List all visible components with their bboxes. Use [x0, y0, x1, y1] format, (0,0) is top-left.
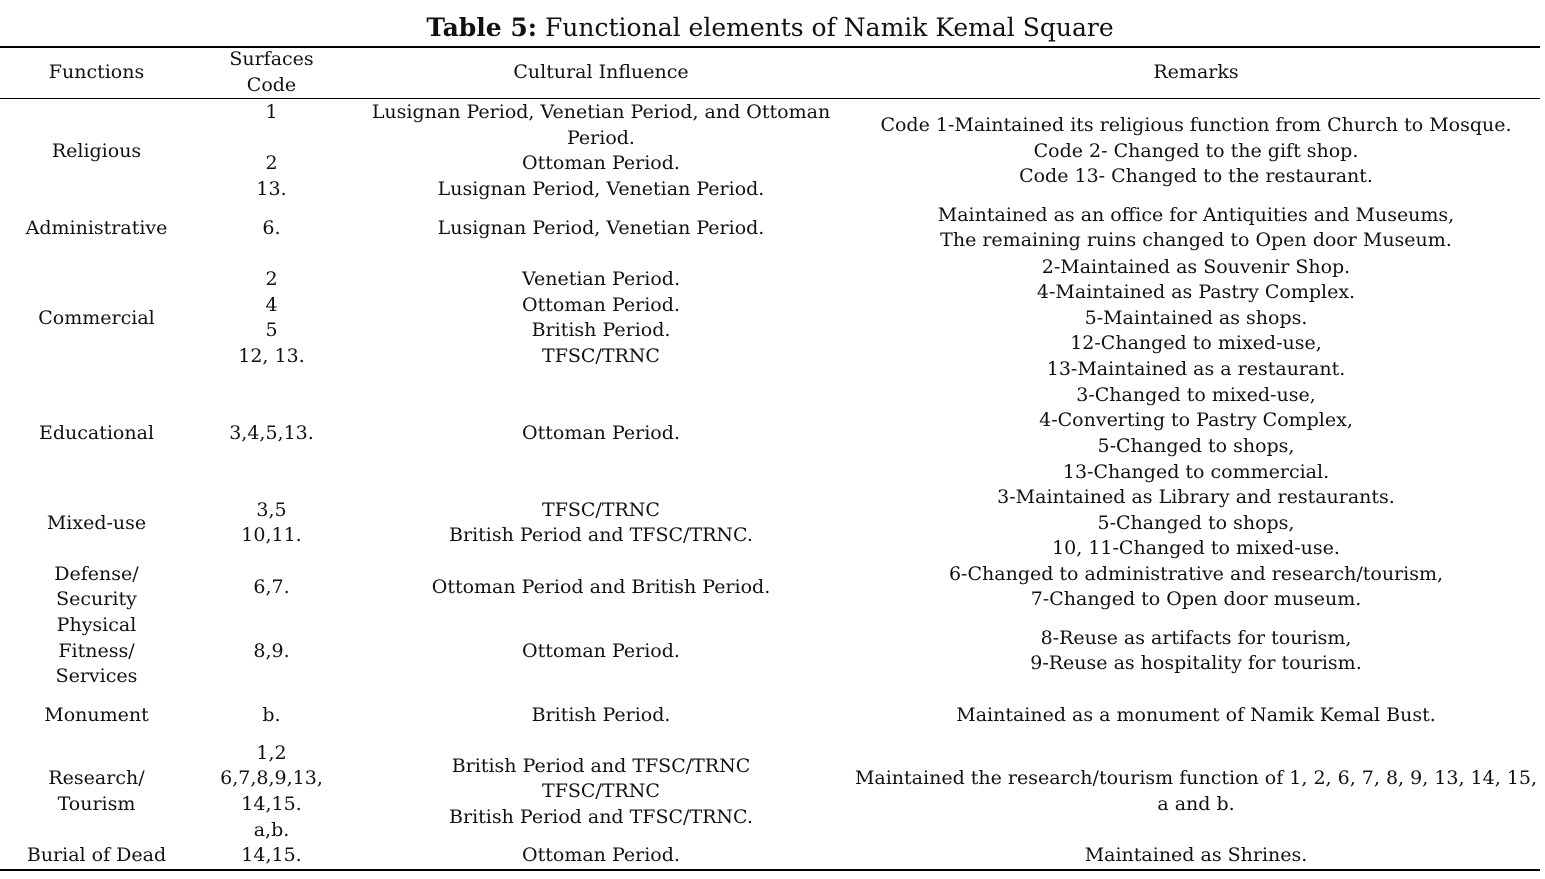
- row-function: [0, 766, 193, 817]
- row-code: [193, 639, 350, 665]
- row-remarks-line: 5-Maintained as shops.: [1084, 306, 1308, 329]
- row-code: [193, 741, 350, 843]
- row-cultural-influence: [350, 843, 852, 869]
- row-cultural-influence-line: British Period.: [531, 703, 671, 726]
- row-code-line: 4: [265, 293, 278, 316]
- row-remarks-line: 12-Changed to mixed-use,: [1070, 332, 1322, 355]
- row-remarks-line: 13-Maintained as a restaurant.: [1046, 357, 1346, 380]
- row-cultural-influence: [350, 100, 852, 202]
- row-code-line: a,b.: [253, 818, 290, 841]
- row-function-line: Defense/: [54, 562, 139, 585]
- row-cultural-influence: [350, 639, 852, 665]
- row-cultural-influence-line: TFSC/TRNC: [542, 345, 660, 368]
- row-remarks-line: 9-Reuse as hospitality for tourism.: [1030, 652, 1362, 675]
- row-remarks: [852, 255, 1540, 383]
- row-cultural-influence-line: TFSC/TRNC: [542, 780, 660, 803]
- row-cultural-influence-line: TFSC/TRNC: [542, 498, 660, 521]
- row-cultural-influence-line: Ottoman Period.: [522, 422, 680, 445]
- row-remarks-line: Code 13- Changed to the restaurant.: [1019, 165, 1373, 188]
- row-code-line: 13.: [256, 177, 287, 200]
- row-cultural-influence-line: Ottoman Period.: [522, 293, 680, 316]
- row-cultural-influence-line: British Period and TFSC/TRNC.: [449, 805, 753, 828]
- row-function-line: Security: [56, 588, 137, 611]
- row-cultural-influence-line: British Period.: [531, 319, 671, 342]
- row-code-line: 3,4,5,13.: [229, 422, 314, 445]
- row-code: [193, 498, 350, 549]
- row-remarks-line: Maintained the research/tourism function of 1, 2, 6, 7, 8, 9, 13, 14, 15,: [854, 767, 1538, 790]
- header-surfaces-code-line: Surfaces: [229, 48, 314, 71]
- row-remarks-line: 6-Changed to administrative and research/tourism,: [948, 562, 1444, 585]
- row-remarks: [852, 485, 1540, 562]
- row-remarks-line: 2-Maintained as Souvenir Shop.: [1041, 255, 1351, 278]
- row-code-line: 1: [265, 101, 278, 123]
- row-cultural-influence-line: Lusignan Period, Venetian Period.: [437, 178, 765, 201]
- header-functions: Functions: [48, 61, 145, 84]
- row-code-line: 6,7,8,9,13,: [220, 767, 323, 790]
- row-code-line: 12, 13.: [238, 345, 305, 368]
- row-function: [0, 562, 193, 613]
- row-function-line: Monument: [44, 703, 149, 726]
- row-cultural-influence-line: Lusignan Period, Venetian Period.: [437, 216, 765, 239]
- row-code: [193, 421, 350, 447]
- row-remarks-line: Code 1-Maintained its religious function from Church to Mosque.: [880, 114, 1512, 137]
- row-cultural-influence-line: Lusignan Period, Venetian Period, and Ottoman: [371, 101, 831, 124]
- row-code-line: 2: [265, 268, 278, 291]
- row-function-line: Commercial: [38, 306, 155, 329]
- row-code-line: 14,15.: [241, 844, 302, 867]
- row-remarks-line: 4-Converting to Pastry Complex,: [1039, 409, 1353, 432]
- header-surfaces-code-line: Code: [246, 74, 297, 96]
- row-function: [0, 613, 193, 690]
- row-code-line: 3,5: [256, 498, 287, 521]
- row-code-line: 1,2: [256, 741, 287, 764]
- row-code: [193, 575, 350, 601]
- row-remarks-line: 7-Changed to Open door museum.: [1030, 588, 1362, 611]
- row-remarks-line: 3-Changed to mixed-use,: [1076, 383, 1316, 406]
- row-cultural-influence-line: Venetian Period.: [522, 268, 680, 291]
- row-remarks-line: a and b.: [1157, 792, 1235, 815]
- row-cultural-influence: [350, 267, 852, 369]
- row-function-line: Mixed-use: [46, 511, 147, 534]
- row-remarks: [852, 703, 1540, 729]
- row-remarks: [852, 766, 1540, 817]
- row-function: [0, 216, 193, 242]
- row-function-line: Administrative: [25, 216, 168, 239]
- row-function: [0, 511, 193, 537]
- row-remarks-line: 3-Maintained as Library and restaurants.: [997, 486, 1395, 509]
- row-code: [193, 703, 350, 729]
- row-cultural-influence: [350, 575, 852, 601]
- row-code-line: 14,15.: [241, 792, 302, 815]
- row-code: [193, 100, 350, 202]
- row-function: [0, 421, 193, 447]
- header-remarks: Remarks: [1153, 61, 1239, 84]
- table-header-rule: [0, 98, 1540, 99]
- row-remarks: [852, 203, 1540, 254]
- row-remarks-line: 5-Changed to shops,: [1097, 434, 1295, 457]
- table-caption-label: Table 5:: [426, 13, 537, 42]
- row-cultural-influence-line: Ottoman Period and British Period.: [431, 575, 771, 598]
- row-remarks-line: 10, 11-Changed to mixed-use.: [1052, 537, 1340, 560]
- row-cultural-influence-line: Ottoman Period.: [522, 152, 680, 175]
- row-function: [0, 306, 193, 332]
- row-remarks-line: 13-Changed to commercial.: [1062, 460, 1330, 483]
- row-remarks-line: Maintained as Shrines.: [1084, 844, 1308, 867]
- row-remarks: [852, 843, 1540, 869]
- row-code-line: [193, 126, 350, 152]
- table-caption: [0, 12, 1540, 44]
- row-remarks-line: Maintained as a monument of Namik Kemal Bust.: [956, 703, 1436, 726]
- row-cultural-influence: [350, 703, 852, 729]
- row-function-line: Tourism: [57, 792, 136, 815]
- table-caption-title: Functional elements of Namik Kemal Square: [544, 13, 1114, 42]
- row-remarks-line: 4-Maintained as Pastry Complex.: [1036, 281, 1356, 304]
- row-remarks-line: 8-Reuse as artifacts for tourism,: [1040, 626, 1352, 649]
- row-cultural-influence-line: British Period and TFSC/TRNC.: [449, 524, 753, 547]
- row-function-line: Services: [55, 665, 138, 688]
- row-code-line: 6,7.: [253, 575, 290, 598]
- row-function: [0, 139, 193, 165]
- row-code: [193, 267, 350, 369]
- row-remarks: [852, 113, 1540, 190]
- row-function-line: Educational: [38, 422, 155, 445]
- row-function-line: Religious: [51, 139, 142, 162]
- row-code-line: b.: [262, 703, 281, 726]
- row-code: [193, 216, 350, 242]
- row-cultural-influence: [350, 498, 852, 549]
- row-function: [0, 843, 193, 869]
- row-remarks-line: The remaining ruins changed to Open door Museum.: [940, 229, 1452, 252]
- row-cultural-influence: [350, 216, 852, 242]
- row-remarks-line: Maintained as an office for Antiquities and Museums,: [937, 203, 1455, 226]
- row-cultural-influence-line: Period.: [567, 126, 635, 149]
- row-function: [0, 703, 193, 729]
- row-code-line: 8,9.: [253, 639, 290, 662]
- row-remarks-line: Code 2- Changed to the gift shop.: [1033, 139, 1359, 162]
- row-code-line: 6.: [262, 216, 281, 239]
- row-function-line: Physical: [56, 614, 137, 637]
- row-remarks: [852, 562, 1540, 613]
- row-code-line: 2: [265, 152, 278, 175]
- row-cultural-influence-line: Ottoman Period.: [522, 844, 680, 867]
- header-cultural-influence: Cultural Influence: [513, 61, 689, 84]
- row-remarks-line: 5-Changed to shops,: [1097, 511, 1295, 534]
- row-code: [193, 843, 350, 869]
- row-code-line: 10,11.: [241, 524, 302, 547]
- row-cultural-influence: [350, 754, 852, 831]
- row-remarks: [852, 383, 1540, 485]
- table-bottom-rule: [0, 869, 1540, 871]
- row-cultural-influence: [350, 421, 852, 447]
- row-function-line: Burial of Dead: [26, 844, 167, 867]
- row-remarks: [852, 626, 1540, 677]
- row-function-line: Fitness/: [58, 639, 135, 662]
- row-cultural-influence-line: Ottoman Period.: [522, 639, 680, 662]
- row-cultural-influence-line: British Period and TFSC/TRNC: [451, 754, 751, 777]
- row-code-line: 5: [265, 319, 278, 342]
- row-function-line: Research/: [48, 767, 145, 790]
- header-surfaces-code: [193, 48, 350, 98]
